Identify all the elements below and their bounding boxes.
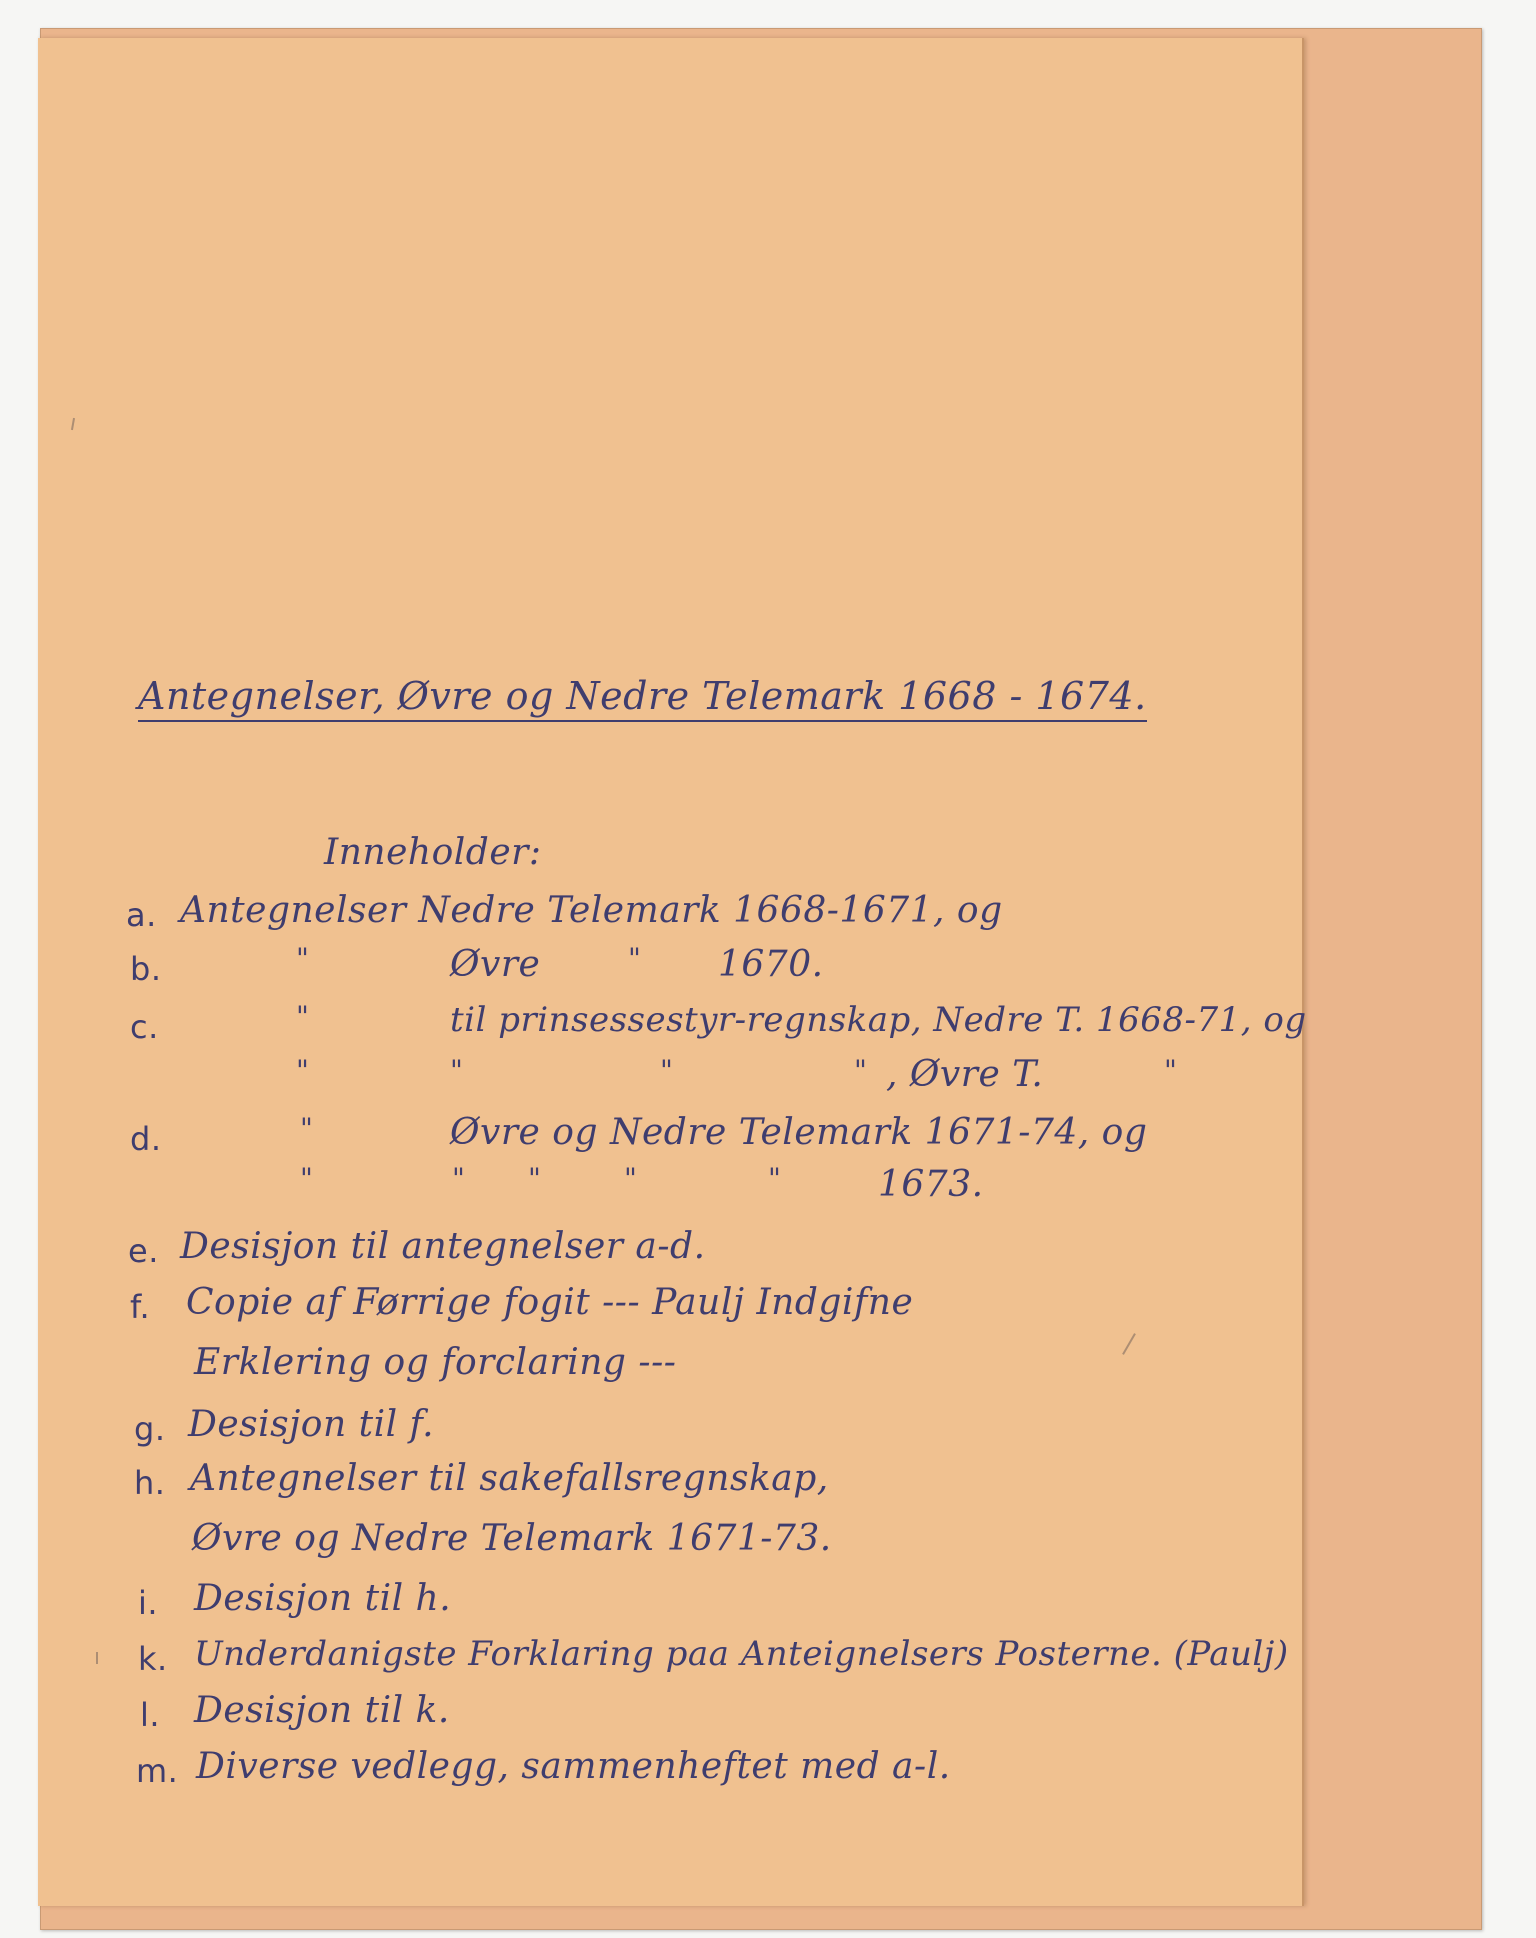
ditto-mark: " [296, 1000, 310, 1033]
ditto-mark: " [300, 1162, 314, 1195]
item-g-text: Desisjon til f. [188, 1404, 435, 1445]
item-e-text: Desisjon til antegnelser a-d. [180, 1226, 706, 1267]
item-label-b: b. [130, 950, 162, 988]
item-f2-text: Erklering og forclaring --- [194, 1342, 677, 1383]
item-label-i: i. [138, 1584, 159, 1622]
ditto-mark: " [450, 1054, 464, 1087]
item-a-text: Antegnelser Nedre Telemark 1668-1671, og [180, 890, 1003, 931]
pen-stroke-mark [1122, 1333, 1136, 1355]
item-m-text: Diverse vedlegg, sammenheftet med a-l. [196, 1746, 951, 1787]
item-label-m: m. [136, 1752, 179, 1790]
ditto-mark: " [452, 1162, 466, 1195]
ditto-mark: " [528, 1162, 542, 1195]
ditto-mark: " [296, 942, 310, 975]
ditto-mark: " [1164, 1054, 1178, 1087]
item-d2-years: 1673. [878, 1164, 984, 1205]
item-label-h: h. [134, 1464, 166, 1502]
ditto-mark: " [628, 942, 642, 975]
item-d-text: Øvre og Nedre Telemark 1671-74, og [450, 1112, 1148, 1153]
ditto-mark: " [296, 1054, 310, 1087]
item-i-text: Desisjon til h. [194, 1578, 452, 1619]
item-label-k: k. [138, 1640, 168, 1678]
item-label-e: e. [128, 1232, 159, 1270]
item-label-f: f. [130, 1288, 151, 1326]
ditto-mark: " [854, 1054, 868, 1087]
item-label-d: d. [130, 1120, 162, 1158]
item-h2-text: Øvre og Nedre Telemark 1671-73. [192, 1518, 832, 1559]
item-c2-text: , Øvre T. [886, 1054, 1044, 1095]
ditto-mark: " [768, 1162, 782, 1195]
item-c-text: til prinsessestyr-regnskap, Nedre T. 1668-71, og [450, 1000, 1307, 1040]
item-h-text: Antegnelser til sakefallsregnskap, [190, 1458, 829, 1499]
item-label-l: l. [140, 1696, 161, 1734]
item-b-years: 1670. [718, 944, 824, 985]
item-b-text: Øvre [450, 944, 541, 985]
ditto-mark: " [624, 1162, 638, 1195]
item-label-a: a. [126, 896, 157, 934]
document-title: Antegnelser, Øvre og Nedre Telemark 1668 - 1674. [138, 674, 1147, 722]
paper-speck [96, 1652, 98, 1664]
item-label-c: c. [130, 1008, 159, 1046]
paper-speck [71, 418, 75, 430]
item-label-g: g. [134, 1410, 166, 1448]
item-l-text: Desisjon til k. [194, 1690, 450, 1731]
item-k-text: Underdanigste Forklaring paa Anteignelsers Posterne. (Paulj) [194, 1634, 1289, 1674]
item-f-text: Copie af Førrige fogit --- Paulj Indgifne [186, 1282, 914, 1323]
contents-heading: Inneholder: [324, 832, 542, 873]
ditto-mark: " [300, 1112, 314, 1145]
ditto-mark: " [660, 1054, 674, 1087]
document-page [38, 38, 1307, 1906]
